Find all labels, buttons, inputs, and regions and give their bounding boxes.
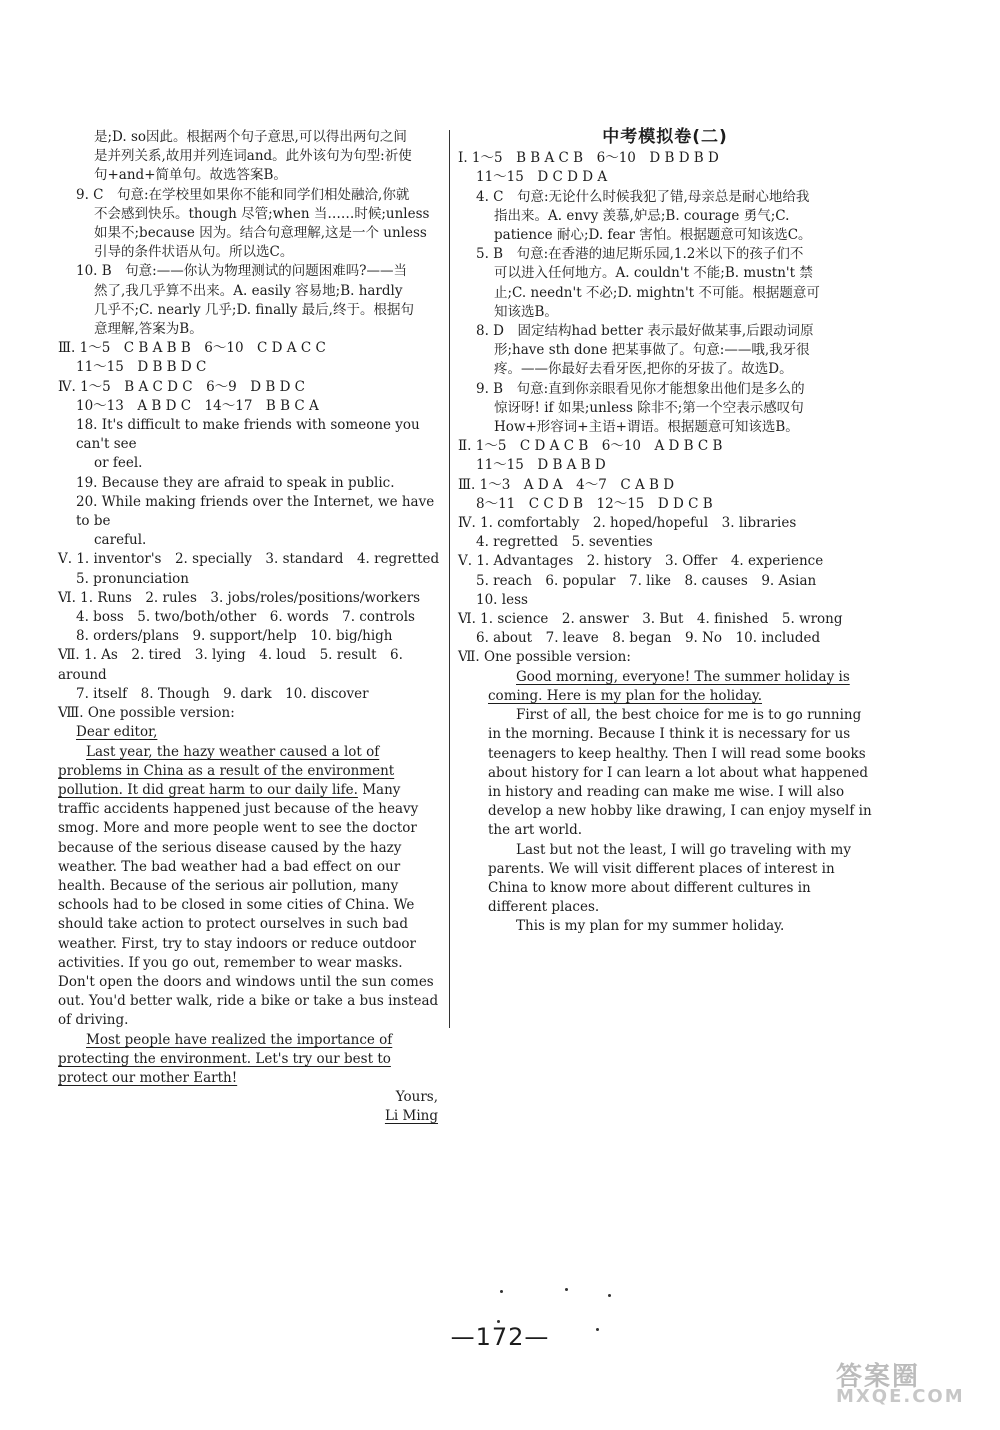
paragraph <box>458 841 872 918</box>
answer-line: 知该选B。 <box>494 303 558 320</box>
answer-line: Ⅵ. 1. Runs 2. rules 3. jobs/roles/positions/workers <box>58 589 421 606</box>
left-answer-lines <box>58 128 442 743</box>
right-answer-lines <box>458 149 872 667</box>
answer-line: 8. orders/plans 9. support/help 10. big/high <box>76 628 393 645</box>
answer-line: 5. pronunciation <box>76 570 189 587</box>
watermark-url: MXQE.COM <box>836 1386 965 1408</box>
answer-line: 然了,我几乎算不出来。A. easily 容易地;B. hardly <box>94 282 403 299</box>
answer-line: Ⅲ. 1～5 C B A B B 6～10 C D A C C <box>58 340 326 357</box>
print-speck <box>608 1294 611 1297</box>
print-speck <box>497 1320 500 1323</box>
answer-line: 意理解,答案为B。 <box>94 321 203 338</box>
underlined-sentence: Good morning, everyone! The summer holiday is coming. Here is my plan for the holiday. <box>488 668 850 704</box>
paragraph-text: Many traffic accidents happened just because of the heavy smog. More and more people went to see the doctor because of the serious disease caused by the hazy weather. The bad weather had a bad effect on our health. Because of the serious air pollution, many schools had to be closed in some cities of China. We should take action to protect ourselves in such bad weather. First, try to stay indoors or reduce outdoor activities. If you go out, remember to wear masks. Don't open the doors and windows until the sun comes out. You'd better walk, ride a bike or take a bus instead of driving. <box>58 781 439 1029</box>
left-column <box>58 128 442 1127</box>
answer-line: 9. B 句意:直到你亲眼看见你才能想象出他们是多么的 <box>476 380 805 397</box>
answer-line: 是并列关系,故用并列连词and。此外该句为句型:祈使 <box>94 148 412 165</box>
answer-line: 4. C 句意:无论什么时候我犯了错,母亲总是耐心地给我 <box>476 188 810 205</box>
answer-line: Ⅳ. 1. comfortably 2. hoped/hopeful 3. libraries <box>458 515 797 532</box>
answer-line: Ⅴ. 1. Advantages 2. history 3. Offer 4. experience <box>458 553 824 570</box>
answer-line: careful. <box>94 532 147 549</box>
answer-line: Ⅷ. One possible version: <box>58 705 235 722</box>
answer-line: 如果不;because 因为。结合句意理解,这是一个 unless <box>94 225 427 242</box>
paragraph-text: First of all, the best choice for me is to go running in the morning. Because I think it is necessary for us teenagers to keep healthy. Then I will read some books about history for I can learn a lot about what happened in history and reading can make me wise. I will also develop a new hobby like drawing, I can enjoy myself in the art world. <box>488 707 872 839</box>
speech-body <box>458 668 872 937</box>
answer-line: 可以进入任何地方。A. couldn't 不能;B. mustn't 禁 <box>494 265 813 282</box>
print-speck <box>500 1290 503 1293</box>
closing-signature: Li Ming <box>384 1108 438 1125</box>
answer-line: 11～15 D C D D A <box>476 169 608 186</box>
answer-line: 指出来。A. envy 羡慕,妒忌;B. courage 勇气;C. <box>494 207 790 224</box>
answer-line: 9. C 句意:在学校里如果你不能和同学们相处融洽,你就 <box>76 186 410 203</box>
paragraph <box>458 706 872 840</box>
answer-line: 6. about 7. leave 8. began 9. No 10. included <box>476 630 821 647</box>
answer-line: patience 耐心;D. fear 害怕。根据题意可知该选C。 <box>494 227 812 244</box>
section-title: 中考模拟卷(二) <box>602 127 728 147</box>
answer-line: 19. Because they are afraid to speak in public. <box>76 474 395 491</box>
paragraph-text: Last but not the least, I will go traveling with my parents. We will visit different places of interest in China to know more about different cultures in different places. <box>488 841 851 916</box>
answer-line: Ⅱ. 1～5 C D A C B 6～10 A D B C B <box>458 438 723 455</box>
answer-line: 4. boss 5. two/both/other 6. words 7. controls <box>76 609 415 626</box>
answer-line: 不会感到快乐。though 尽管;when 当……时候;unless <box>94 205 430 222</box>
paragraph <box>58 743 442 1031</box>
answer-line: 10. less <box>476 591 528 608</box>
answer-line: 疼。——你最好去看牙医,把你的牙拔了。故选D。 <box>494 361 793 378</box>
answer-line: 是;D. so因此。根据两个句子意思,可以得出两句之间 <box>94 129 407 145</box>
letter-body <box>58 743 442 1089</box>
answer-line: 形;have sth done 把某事做了。句意:——哦,我牙很 <box>494 342 810 359</box>
answer-line: 11～15 D B B D C <box>76 359 207 376</box>
answer-line: 8～11 C C D B 12～15 D D C B <box>476 495 713 512</box>
answer-line: 8. D 固定结构had better 表示最好做某事,后跟动词原 <box>476 323 814 340</box>
answer-line: 几乎不;C. nearly 几乎;D. finally 最后,终于。根据句 <box>94 301 414 318</box>
answer-line: Ⅳ. 1～5 B A C D C 6～9 D B D C <box>58 378 306 395</box>
column-divider <box>449 130 450 1028</box>
answer-line: 5. B 句意:在香港的迪尼斯乐园,1.2米以下的孩子们不 <box>476 246 804 263</box>
answer-line: 7. itself 8. Though 9. dark 10. discover <box>76 685 369 702</box>
watermark-logo <box>836 1362 986 1424</box>
underlined-sentence: Last year, the hazy weather caused a lot of problems in China as a result of the environment pollution. It did great harm to our daily life. <box>58 743 395 798</box>
page-number: —172— <box>450 1323 550 1351</box>
answer-line: 18. It's difficult to make friends with someone you can't see <box>76 417 420 453</box>
answer-line: 4. regretted 5. seventies <box>476 534 653 551</box>
print-speck <box>596 1328 599 1331</box>
answer-line: 10. B 句意:——你认为物理测试的问题困难吗?——当 <box>76 263 407 280</box>
answer-line: or feel. <box>94 455 143 472</box>
answer-line: 11～15 D B A B D <box>476 457 606 474</box>
answer-line: How+形容词+主语+谓语。根据题意可知该选B。 <box>494 419 799 436</box>
answer-line: 句+and+简单句。故选答案B。 <box>94 167 287 184</box>
answer-line: Ⅲ. 1～3 A D A 4～7 C A B D <box>458 476 675 493</box>
answer-line: Ⅶ. 1. As 2. tired 3. lying 4. loud 5. result 6. around <box>58 647 403 683</box>
paragraph <box>58 1031 442 1089</box>
watermark-text: 答案圈 <box>836 1362 921 1392</box>
answer-line: 引导的条件状语从句。所以选C。 <box>94 244 294 261</box>
answer-line: 5. reach 6. popular 7. like 8. causes 9. Asian <box>476 572 817 589</box>
letter-closing <box>58 1088 442 1126</box>
paragraph-text: This is my plan for my summer holiday. <box>516 918 785 935</box>
answer-line: 10～13 A B D C 14～17 B B C A <box>76 397 319 414</box>
answer-line: Ⅴ. 1. inventor's 2. specially 3. standard 4. regretted <box>58 551 440 568</box>
right-column <box>458 128 872 937</box>
answer-line: Ⅵ. 1. science 2. answer 3. But 4. finished 5. wrong <box>458 611 843 628</box>
paragraph <box>458 917 872 936</box>
answer-line: 20. While making friends over the Internet, we have to be <box>76 493 435 530</box>
underlined-sentence: Most people have realized the importance of protecting the environment. Let's try our best to protect our mother Earth! <box>58 1031 393 1086</box>
closing-yours: Yours, <box>395 1089 438 1106</box>
answer-line: 惊讶呀! if 如果;unless 除非不;第一个空表示感叹句 <box>494 399 804 416</box>
answer-line: Dear editor, <box>76 724 158 741</box>
answer-line: 止;C. needn't 不必;D. mightn't 不可能。根据题意可 <box>494 284 820 301</box>
answer-line: Ⅶ. One possible version: <box>458 649 631 666</box>
print-speck <box>565 1288 568 1291</box>
answer-line: Ⅰ. 1～5 B B A C B 6～10 D B D B D <box>458 150 719 167</box>
paragraph <box>458 668 872 706</box>
